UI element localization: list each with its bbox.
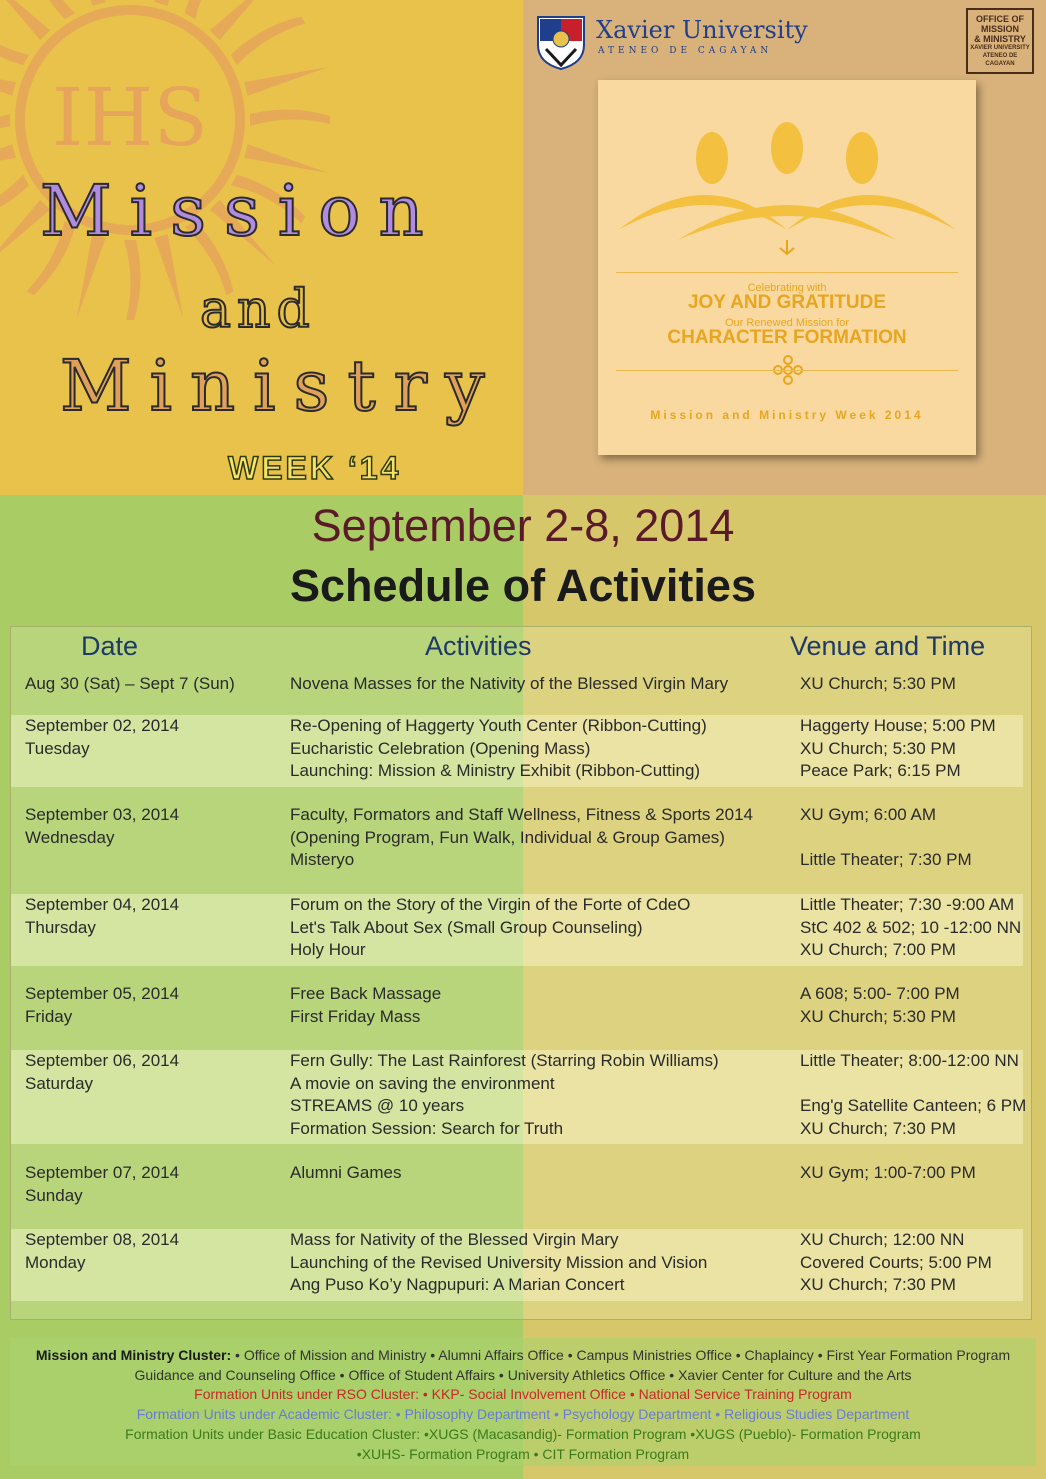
row-venue-cell	[800, 673, 1030, 696]
row-activity-line: Formation Session: Search for Truth	[290, 1118, 564, 1138]
row-date-cell	[25, 1050, 285, 1095]
row-date-line: September 03, 2014	[25, 805, 180, 824]
row-venue-line: A 608; 5:00- 7:00 PM	[800, 984, 960, 1003]
row-venue-cell	[800, 1229, 1030, 1297]
row-activity-line: Ang Puso Ko’y Nagpupuri: A Marian Concert	[290, 1275, 625, 1294]
row-date-line: Monday	[25, 1252, 86, 1272]
row-venue-line: Eng'g Satellite Canteen; 6 PM	[800, 1096, 1027, 1115]
row-activity-cell	[290, 1162, 780, 1185]
table-row	[11, 1050, 1027, 1144]
row-activity-cell	[290, 673, 780, 696]
row-activity-line: Let's Talk About Sex (Small Group Counseling)	[290, 917, 643, 937]
row-venue-line: Little Theater; 7:30 -9:00 AM	[800, 895, 1015, 914]
row-venue-cell	[800, 894, 1030, 962]
row-venue-line: XU Church; 5:30 PM	[800, 1006, 956, 1026]
table-row	[11, 1229, 1023, 1301]
header-activities: Activities	[425, 631, 532, 661]
row-venue-cell	[800, 983, 1030, 1028]
row-activity-line: Novena Masses for the Nativity of the Blessed Virgin Mary	[290, 674, 729, 693]
row-venue-line: StC 402 & 502; 10 -12:00 NN	[800, 917, 1022, 937]
row-venue-line: XU Gym; 1:00-7:00 PM	[800, 1163, 976, 1182]
row-venue-cell	[800, 1162, 1030, 1185]
row-date-line: Saturday	[25, 1073, 94, 1093]
rso-cluster-label: Formation Units under RSO Cluster:	[194, 1386, 419, 1403]
schedule-heading: Schedule of Activities	[290, 560, 756, 611]
row-date-line: September 04, 2014	[25, 895, 180, 914]
row-activity-cell	[290, 894, 780, 962]
row-activity-line: (Opening Program, Fun Walk, Individual & Group Games)	[290, 827, 725, 847]
row-activity-line: Re-Opening of Haggerty Youth Center (Ribbon-Cutting)	[290, 716, 707, 735]
row-activity-cell	[290, 1050, 780, 1140]
academic-cluster-label: Formation Units under Academic Cluster:	[136, 1406, 392, 1423]
rso-cluster-items: • KKP- Social Involvement Office • National Service Training Program	[419, 1386, 852, 1403]
row-activity-line: Free Back Massage	[290, 984, 442, 1003]
row-activity-line: Forum on the Story of the Virgin of the Forte of CdeO	[290, 895, 691, 914]
row-activity-line: Holy Hour	[290, 940, 366, 959]
row-date-cell	[25, 1229, 285, 1274]
emblem-line3: Our Renewed Mission for	[724, 317, 850, 329]
row-date-cell	[25, 983, 285, 1028]
row-venue-line: XU Church; 7:00 PM	[800, 940, 956, 959]
mm-cluster-items: • Office of Mission and Ministry • Alumni Affairs Office • Campus Ministries Office • Chaplaincy • First Year Formation Program	[231, 1347, 1011, 1363]
row-activity-line: A movie on saving the environment	[290, 1073, 555, 1093]
university-name: Xavier University	[596, 16, 808, 44]
row-activity-line: Misteryo	[290, 850, 355, 869]
row-venue-line: XU Church; 7:30 PM	[800, 1118, 956, 1138]
title-mission: Mission	[40, 170, 442, 252]
header-date: Date	[81, 631, 139, 661]
date-heading: September 2-8, 2014	[311, 500, 735, 551]
row-venue-cell	[800, 1050, 1030, 1140]
row-date-line: Sunday	[25, 1185, 83, 1205]
row-date-line: Friday	[25, 1006, 73, 1026]
mm-cluster-items-2: Guidance and Counseling Office • Office of Student Affairs • University Athletics Office • Xavier Center for Culture and the Arts	[134, 1366, 912, 1383]
academic-cluster-items: • Philosophy Department • Psychology Department • Religious Studies Department	[391, 1406, 910, 1423]
row-activity-line: Alumni Games	[290, 1163, 402, 1182]
row-venue-line: XU Gym; 6:00 AM	[800, 805, 937, 824]
row-activity-line: Faculty, Formators and Staff Wellness, Fitness & Sports 2014	[290, 805, 753, 824]
row-date-line: September 08, 2014	[25, 1230, 180, 1249]
emblem-line1: Celebrating with	[747, 282, 827, 294]
row-venue-line: Haggerty House; 5:00 PM	[800, 716, 996, 735]
row-activity-cell	[290, 715, 780, 783]
row-date-line: September 07, 2014	[25, 1163, 180, 1182]
basic-cluster-items-2: •XUHS- Formation Program • CIT Formation Program	[356, 1445, 690, 1462]
row-date-cell	[25, 804, 285, 849]
row-venue-line: Little Theater; 8:00-12:00 NN	[800, 1051, 1019, 1070]
row-date-line: Tuesday	[25, 738, 90, 758]
row-date-cell	[25, 1162, 285, 1207]
row-venue-line: XU Church; 12:00 NN	[800, 1230, 965, 1249]
table-row	[11, 715, 1023, 787]
row-date-line: September 06, 2014	[25, 1051, 180, 1070]
university-subtitle: ATENEO DE CAGAYAN	[598, 46, 773, 56]
week-emblem-card	[598, 80, 976, 455]
header-venue: Venue and Time	[790, 631, 986, 661]
row-activity-cell	[290, 1229, 780, 1297]
row-activity-cell	[290, 804, 780, 872]
row-date-cell	[25, 715, 285, 760]
table-row	[11, 1162, 1023, 1211]
row-activity-line: Mass for Nativity of the Blessed Virgin Mary	[290, 1230, 619, 1249]
row-date-line: Wednesday	[25, 827, 115, 847]
basic-cluster-label: Formation Units under Basic Education Cluster:	[125, 1425, 421, 1442]
title-and: and	[200, 280, 316, 340]
row-venue-cell	[800, 715, 1030, 783]
emblem-line4: CHARACTER FORMATION	[667, 327, 907, 348]
row-venue-line: Little Theater; 7:30 PM	[800, 850, 972, 869]
row-date-line: Aug 30 (Sat) – Sept 7 (Sun)	[25, 674, 235, 693]
row-venue-cell	[800, 804, 1030, 872]
row-venue-line: XU Church; 5:30 PM	[800, 674, 956, 693]
row-activity-line: Fern Gully: The Last Rainforest (Starring Robin Williams)	[290, 1051, 719, 1070]
xu-shield-icon	[536, 15, 586, 71]
row-venue-line	[800, 1073, 1030, 1096]
table-row	[11, 804, 1023, 876]
office-mission-ministry-logo: OFFICE OF MISSION & MINISTRY XAVIER UNIVERSITY ATENEO DE CAGAYAN	[966, 8, 1034, 74]
table-row	[11, 673, 1023, 700]
row-venue-line: XU Church; 7:30 PM	[800, 1275, 956, 1294]
row-date-cell	[25, 894, 285, 939]
basic-cluster-items: •XUGS (Macasandig)- Formation Program •XUGS (Pueblo)- Formation Program	[420, 1425, 921, 1442]
row-venue-line: Peace Park; 6:15 PM	[800, 761, 961, 780]
row-date-cell	[25, 673, 285, 696]
row-venue-line: Covered Courts; 5:00 PM	[800, 1252, 992, 1272]
table-row	[11, 894, 1023, 966]
row-activity-line: Launching: Mission & Ministry Exhibit (Ribbon-Cutting)	[290, 761, 701, 780]
row-activity-line: STREAMS @ 10 years	[290, 1096, 465, 1115]
emblem-footer: Mission and Ministry Week 2014	[650, 408, 924, 422]
table-row	[11, 983, 1023, 1032]
emblem-line2: JOY AND GRATITUDE	[687, 292, 887, 313]
row-date-line: September 05, 2014	[25, 984, 180, 1003]
row-activity-line: Launching of the Revised University Mission and Vision	[290, 1252, 708, 1272]
title-week: WEEK ‘14	[228, 450, 402, 486]
row-activity-line: Eucharistic Celebration (Opening Mass)	[290, 738, 591, 758]
row-activity-line: First Friday Mass	[290, 1006, 421, 1026]
three-figures-icon	[598, 80, 976, 260]
schedule-table	[10, 626, 1032, 1320]
footer-clusters	[10, 1338, 1036, 1466]
row-activity-cell	[290, 983, 780, 1028]
ihs-text: IHS	[51, 71, 209, 164]
title-ministry: Ministry	[60, 345, 503, 427]
row-date-line: September 02, 2014	[25, 716, 180, 735]
row-venue-line: XU Church; 5:30 PM	[800, 738, 956, 758]
row-date-line: Thursday	[25, 917, 96, 937]
row-venue-line	[800, 827, 1030, 850]
mm-cluster-label: Mission and Ministry Cluster:	[35, 1347, 232, 1363]
